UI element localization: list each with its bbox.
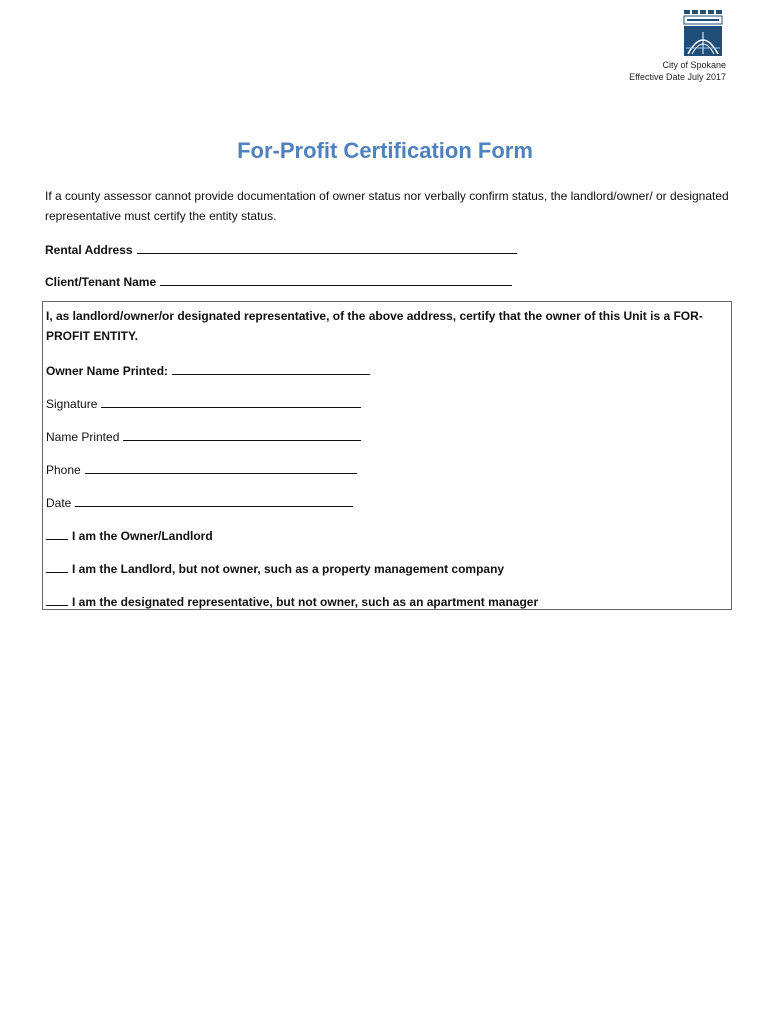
signature-label: Signature [46,397,98,411]
date-blank[interactable] [75,494,353,507]
effective-date: Effective Date July 2017 [629,72,726,82]
rental-address-label: Rental Address [45,243,133,257]
signature-blank[interactable] [101,395,361,408]
phone-label: Phone [46,463,81,477]
name-printed-label: Name Printed [46,430,120,444]
city-of-spokane-logo-icon [682,8,724,58]
client-tenant-blank[interactable] [160,273,512,286]
client-tenant-field[interactable] [45,273,512,289]
intro-paragraph: If a county assessor cannot provide documentation of owner status nor verbally confirm status, the landlord/owner/ or designated representative must certify the entity status. [45,189,729,223]
owner-name-blank[interactable] [172,362,370,375]
owner-name-label: Owner Name Printed: [46,364,169,378]
phone-field[interactable] [46,461,357,477]
option-designated-representative[interactable] [46,593,538,609]
phone-blank[interactable] [85,461,357,474]
option-checkbox-blank[interactable] [46,527,68,540]
date-label: Date [46,496,72,510]
rental-address-blank[interactable] [137,241,517,254]
form-title: For-Profit Certification Form [237,138,533,163]
name-printed-field[interactable] [46,428,361,444]
option-label: I am the Owner/Landlord [72,529,213,543]
date-field[interactable] [46,494,353,510]
header-meta [629,59,726,83]
option-label: I am the designated representative, but not owner, such as an apartment manager [72,595,539,609]
rental-address-field[interactable] [45,241,517,257]
certification-box [42,301,732,610]
option-checkbox-blank[interactable] [46,560,68,573]
name-printed-blank[interactable] [123,428,361,441]
signature-field[interactable] [46,395,361,411]
option-checkbox-blank[interactable] [46,593,68,606]
option-owner-landlord[interactable] [46,527,213,543]
option-label: I am the Landlord, but not owner, such as a property management company [72,562,505,576]
org-name: City of Spokane [662,60,726,70]
client-tenant-label: Client/Tenant Name [45,275,157,289]
owner-name-field[interactable] [46,362,370,378]
certification-statement: I, as landlord/owner/or designated representative, of the above address, certify that the owner of this Unit is a FOR-PROFIT ENTITY. [46,309,703,343]
option-landlord-not-owner[interactable] [46,560,504,576]
